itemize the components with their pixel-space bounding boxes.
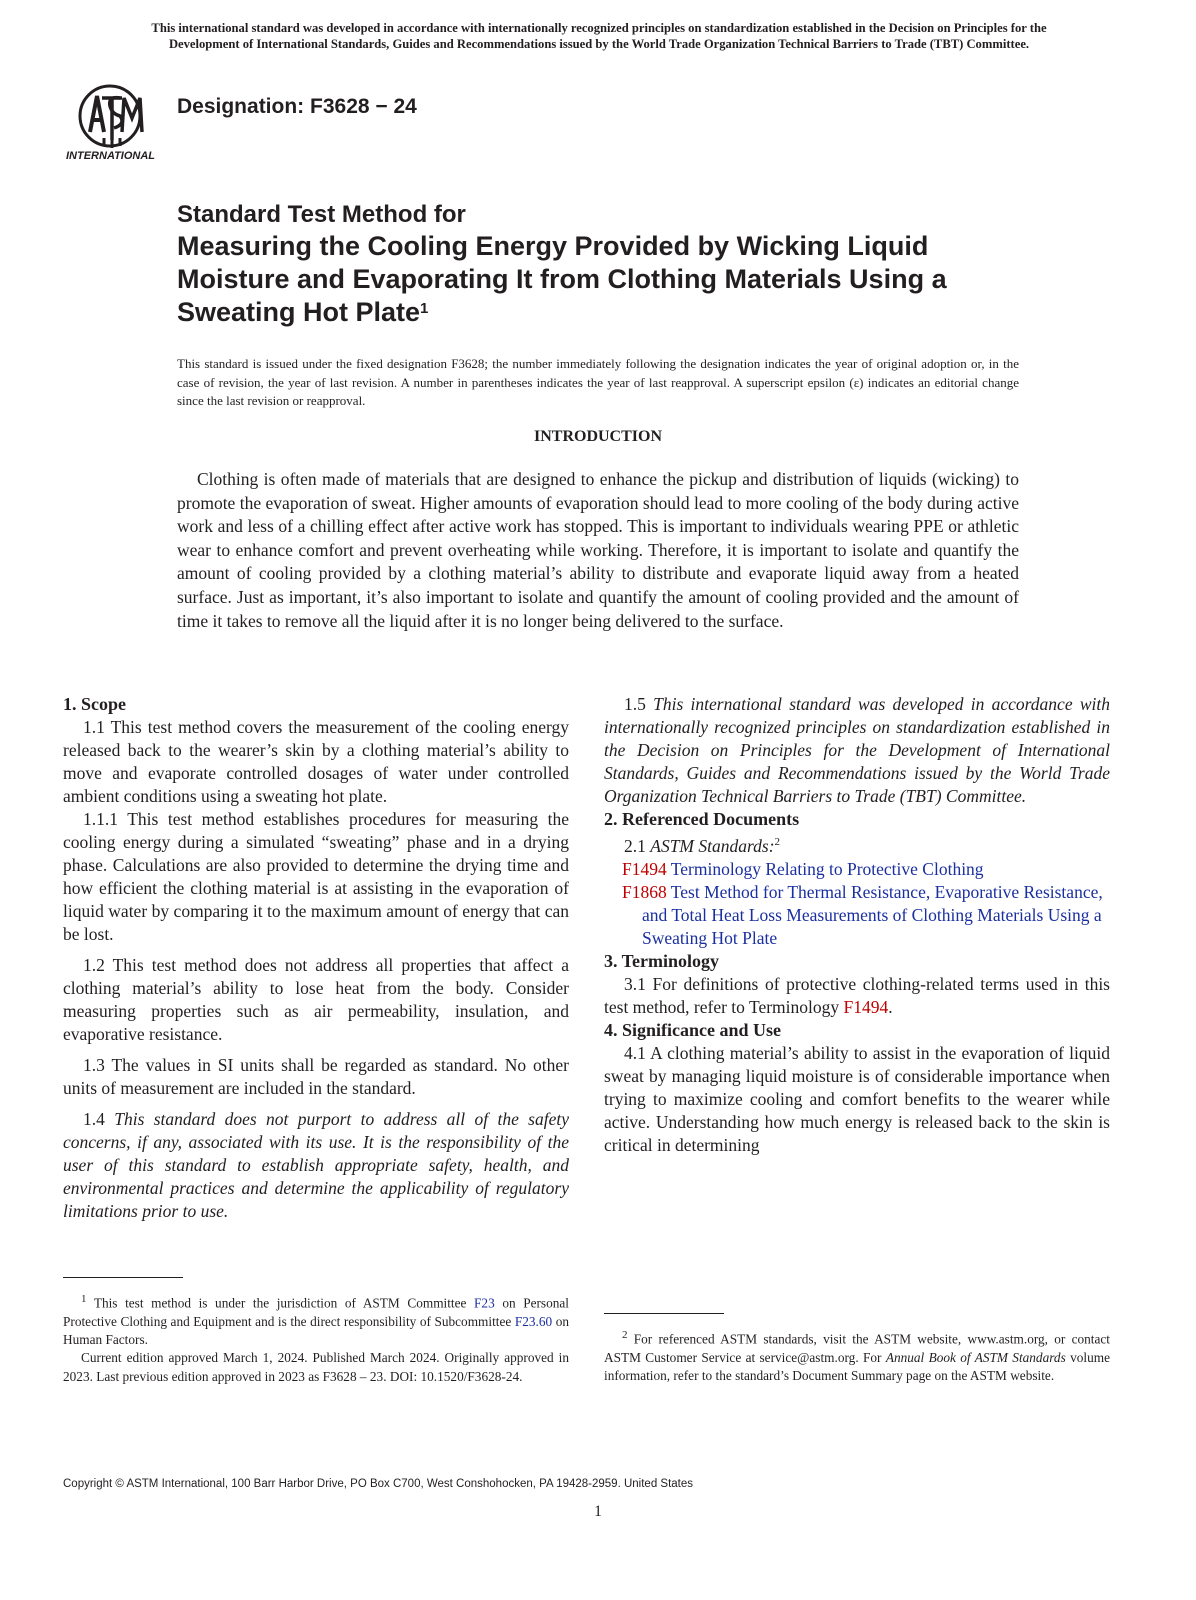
para-3-1-text: 3.1 For definitions of protective clothing-related terms used in this test method, refer to Terminology [604,973,1110,1017]
reference-item[interactable] [604,881,1110,950]
footnote-2-text-b: volume information, refer to the standard’s Document Summary page on the ASTM website. [604,1349,1110,1384]
footnote-1-text-b: on Personal Protective Clothing and Equipment and is the direct responsibility of Subcommittee [63,1295,569,1329]
page-number: 1 [594,1503,602,1520]
introduction-body [177,468,1019,633]
footnote-divider-right [604,1313,724,1314]
reference-title[interactable]: Terminology Relating to Protective Clothing [670,858,984,879]
introduction-text: Clothing is often made of materials that are designed to enhance the pickup and distribution of liquids (wicking) to promote the evaporation of sweat. Higher amounts of evaporation should lead to more cooling of the body during active work and less of a chilling effect after active work has stopped. This is important to individuals wearing PPE or athletic wear to enhance comfort and prevent overheating while working. Therefore, it is important to isolate and quantify the amount of cooling provided by a clothing material’s ability to distribute and evaporate liquid away from a heated surface. Just as important, it’s also important to isolate and quantify the amount of cooling provided and the amount of time it takes to remove all the liquid after it is no longer being delivered to the surface. [177,469,1019,631]
para-3-1-end: . [888,996,893,1017]
section-4-heading: 4. Significance and Use [604,1019,782,1040]
title-footnote-mark: 1 [420,300,429,317]
footnote-1-para-1 [63,1290,569,1349]
document-title [177,200,1057,329]
title-line-1: Measuring the Cooling Energy Provided by Wicking Liquid [177,231,929,261]
right-column [604,693,1110,1157]
footnote-1-para-2: Current edition approved March 1, 2024. Published March 2024. Originally approved in 2023. Last previous edition approved in 2023 as F3628 – 23. DOI: 10.1520/F3628-24. [63,1350,569,1384]
section-1-heading: 1. Scope [63,694,126,714]
committee-link[interactable]: F23 [474,1295,495,1311]
reference-code[interactable]: F1868 [622,881,667,902]
terminology-link[interactable]: F1494 [843,996,889,1017]
banner-line-2: Development of International Standards, Guides and Recommendations issued by the World Trade Organization Technical Barriers to Trade (TBT) Committee. [168,37,1030,51]
issued-note: This standard is issued under the fixed designation F3628; the number immediately following the designation indicates the year of original adoption or, in the case of revision, the year of last revision. A number in parentheses indicates the year of last reapproval. A superscript epsilon (ε) indicates an editorial change since the last revision or reapproval. [177,356,1019,409]
para-1-1: 1.1 This test method covers the measurement of the cooling energy released back to the wearer’s skin by a clothing material’s ability to move and evaporate controlled dosages of water under controlled ambient conditions using a sweating hot plate. [63,717,569,806]
para-4-1: 4.1 A clothing material’s ability to assist in the evaporation of liquid sweat by managing liquid moisture is of considerable importance when trying to maximize cooling and comfort benefits to the wearer while active. Understanding how much energy is released back to the skin is critical in determining [604,1042,1110,1155]
para-1-3: 1.3 The values in SI units shall be regarded as standard. No other units of measurement are included in the standard. [63,1055,569,1098]
para-1-4-text: This standard does not purport to address all of the safety concerns, if any, associated with its use. It is the responsibility of the user of this standard to establish appropriate safety, health, and environmental practices and determine the applicability of regulatory limitations prior to use. [63,1109,569,1221]
designation: Designation: F3628 − 24 [177,95,417,118]
title-line-3-text: Sweating Hot Plate [177,297,421,327]
para-1-5 [604,693,1110,808]
footnote-2-para [604,1326,1110,1385]
para-2-1-footnote-mark: 2 [774,836,781,848]
para-1-2: 1.2 This test method does not address all properties that affect a clothing material’s ability to lose heat from the body. Consider measuring properties such as air permeability, insulation, and evaporative resistance. [63,955,569,1044]
para-1-1-1: 1.1.1 This test method establishes procedures for measuring the cooling energy during a simulated “sweating” phase and in a drying phase. Calculations are also provided to determine the drying time and how efficient the clothing material is at assisting in the evaporation of liquid water by comparing it to the maximum amount of energy that can be lost. [63,809,569,944]
astm-logo-icon [64,82,168,162]
footnote-1-text-a: This test method is under the jurisdiction of ASTM Committee [86,1295,475,1311]
section-3-heading: 3. Terminology [604,950,720,971]
reference-title[interactable]: Test Method for Thermal Resistance, Evaporative Resistance, and Total Heat Loss Measurements of Clothing Materials Using a Sweating Hot Plate [642,881,1103,948]
footnote-1 [63,1290,569,1386]
footnote-2-italic: Annual Book of ASTM Standards [885,1349,1066,1365]
title-line-3 [177,296,1057,329]
banner-line-1: This international standard was developed in accordance with internationally recognized principles on standardization established in the Decision on Principles for the [151,21,1047,35]
reference-item[interactable] [604,858,1110,881]
title-line-2: Moisture and Evaporating It from Clothing Materials Using a [177,264,947,294]
para-2-1 [604,831,1110,858]
para-1-4-num: 1.4 [83,1109,105,1129]
footnote-1-text-c: on Human Factors. [63,1313,569,1348]
footnote-2-text-a: For referenced ASTM standards, visit the ASTM website, www.astm.org, or contact ASTM Customer Service at service@astm.org. For [604,1331,1110,1365]
wto-banner [60,20,1138,52]
para-1-5-num: 1.5 [624,694,646,714]
para-3-1 [604,973,1110,1019]
footnote-divider-left [63,1277,183,1278]
subcommittee-link[interactable]: F23.60 [514,1313,553,1329]
footnote-2 [604,1326,1110,1385]
section-2-heading: 2. Referenced Documents [604,809,800,829]
logo-caption: INTERNATIONAL [66,150,156,162]
left-column [63,693,569,1223]
para-2-1-label: ASTM Standards: [650,835,775,856]
title-lead: Standard Test Method for [177,201,466,228]
para-1-4 [63,1108,569,1223]
reference-code[interactable]: F1494 [622,858,667,879]
footnote-1-mark: 1 [81,1293,87,1305]
para-2-1-num: 2.1 [624,835,646,856]
introduction-heading: INTRODUCTION [533,428,662,445]
para-1-5-text: This international standard was developed in accordance with internationally recognized principles on standardization established in the Decision on Principles for the Development of International Standards, Guides and Recommendations issued by the World Trade Organization Technical Barriers to Trade (TBT) Committee. [604,694,1111,806]
copyright-line: Copyright © ASTM International, 100 Barr Harbor Drive, PO Box C700, West Conshohocken, PA 19428-2959. United States [63,1478,694,1490]
footnote-2-mark: 2 [622,1329,628,1341]
